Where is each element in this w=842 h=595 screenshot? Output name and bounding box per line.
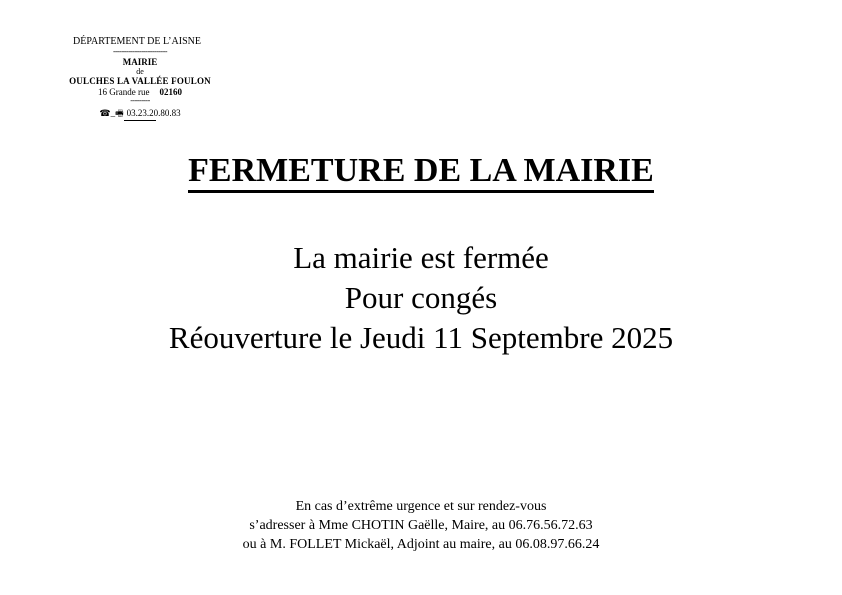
letterhead <box>58 36 222 121</box>
street-address: 16 Grande rue <box>98 86 150 97</box>
postal-code: 02160 <box>159 86 182 97</box>
phone-fax-icon: ☎_🖷 <box>99 108 124 119</box>
emergency-intro: En cas d’extrême urgence et sur rendez-vous <box>295 499 547 514</box>
phone-line <box>58 108 222 118</box>
title-text: FERMETURE DE LA MAIRIE <box>188 153 654 193</box>
separator-bottom: --------- <box>130 95 150 105</box>
emergency-contact <box>0 497 842 554</box>
message-closed: La mairie est fermée <box>293 240 549 275</box>
message-reason: Pour congés <box>344 280 498 315</box>
contact-deputy: ou à M. FOLLET Mickaël, Adjoint au maire, au 06.08.97.66.24 <box>242 537 600 552</box>
letterhead-rule <box>124 120 156 121</box>
mairie-label: MAIRIE <box>122 56 158 67</box>
commune-name: OULCHES LA VALLÉE FOULON <box>69 76 211 87</box>
message-reopening: Réouverture le Jeudi 11 Septembre 2025 <box>168 320 674 355</box>
closure-message <box>0 238 842 358</box>
contact-mayor: s’adresser à Mme CHOTIN Gaëlle, Maire, au 06.76.56.72.63 <box>249 518 593 533</box>
page-title <box>0 152 842 193</box>
separator-top: ------------------------- <box>112 46 168 56</box>
department-name: DÉPARTEMENT DE L’AISNE <box>73 36 201 47</box>
phone-number: 03.23.20.80.83 <box>126 108 181 119</box>
preposition-de: de <box>136 67 144 77</box>
